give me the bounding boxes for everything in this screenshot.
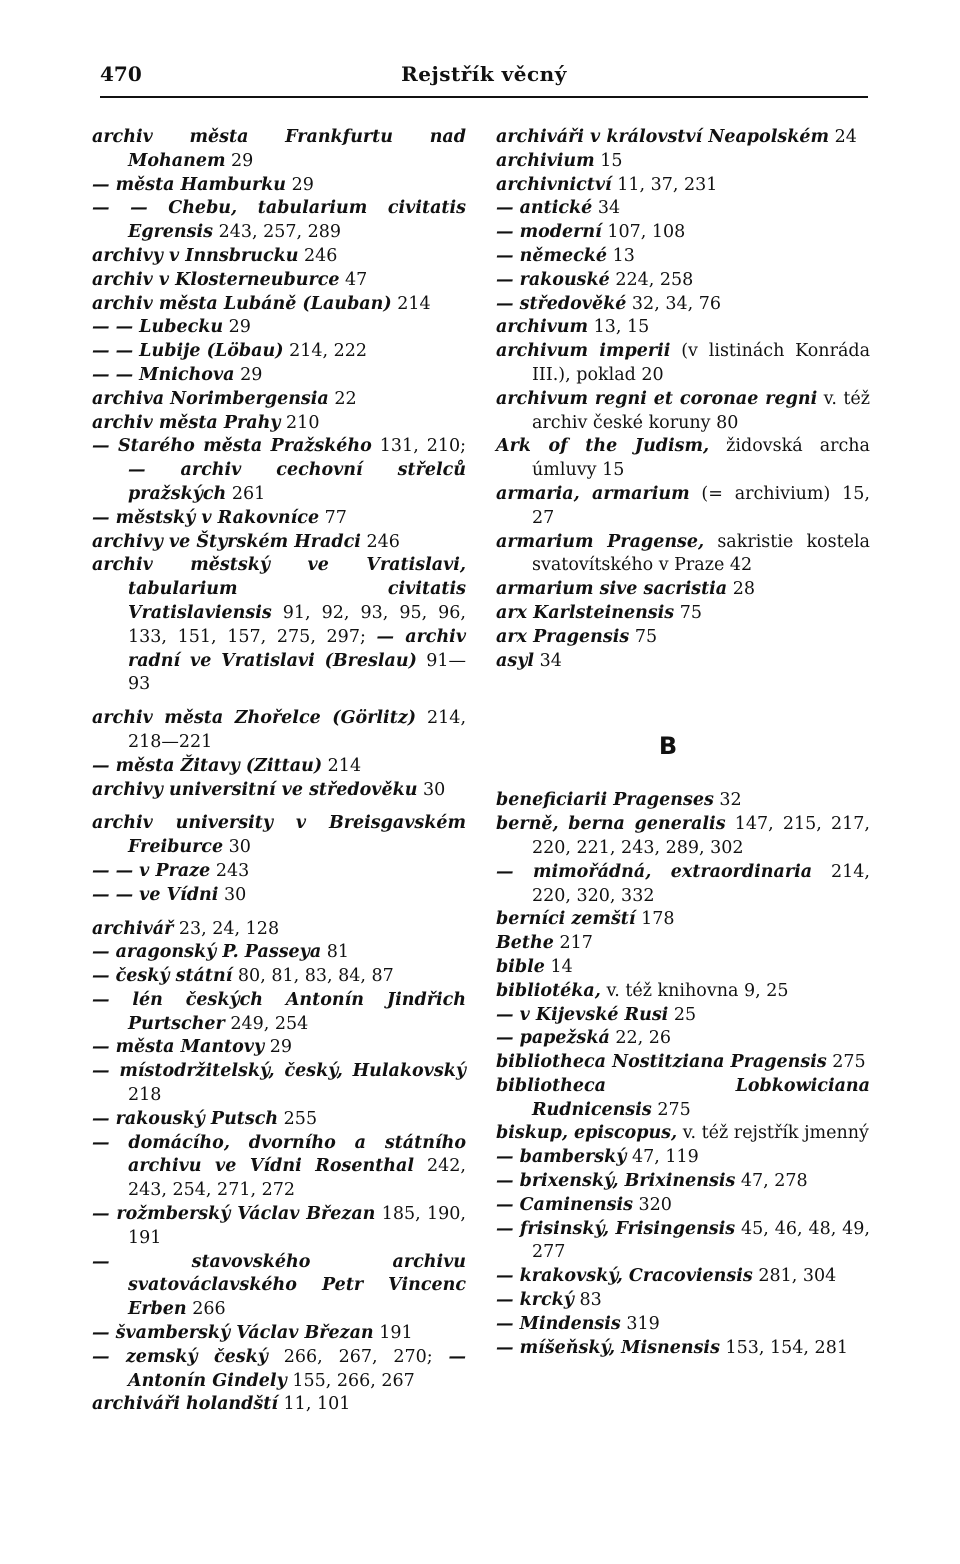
page-header (100, 62, 868, 98)
entry-pages: 320 (632, 1194, 672, 1215)
index-entry (92, 941, 466, 965)
entry-term: archivum (496, 317, 588, 338)
entry-pages: (v listinách Konráda III.), poklad 20 (532, 341, 871, 385)
index-entry (496, 293, 870, 317)
entry-term: — bamberský (496, 1147, 627, 1168)
entry-pages: 11, 101 (277, 1394, 351, 1415)
index-entry (92, 245, 466, 269)
index-entry (92, 779, 466, 803)
entry-term: archivium (496, 150, 595, 171)
entry-pages: 29 (286, 174, 314, 195)
entry-pages: 32, 34, 76 (626, 293, 721, 314)
index-entry (496, 316, 870, 340)
entry-term: — krcký (496, 1290, 574, 1311)
index-entry (496, 1004, 870, 1028)
entry-term: — — Lubije (Löbau) (92, 341, 284, 362)
entry-term: archiváři v království Neapolském (496, 127, 829, 147)
entry-subpages: 155, 266, 267 (286, 1370, 415, 1391)
entry-pages: 77 (319, 507, 347, 528)
entry-term: beneficiarii Pragenses (496, 790, 714, 811)
entry-pages: 266 (186, 1299, 226, 1320)
entry-pages: 34 (592, 198, 621, 219)
entry-pages: 281, 304 (752, 1266, 837, 1287)
entry-term: archivum imperii (496, 341, 671, 362)
index-entry (496, 483, 870, 531)
entry-pages: 185, 190, 191 (128, 1204, 466, 1248)
entry-pages: 255 (278, 1108, 318, 1129)
index-entry (496, 531, 870, 579)
entry-pages: 210 (280, 412, 320, 433)
entry-pages: 214 (322, 755, 362, 776)
entry-pages: 15 (594, 150, 623, 171)
entry-pages: 25 (668, 1004, 697, 1025)
index-entry (496, 340, 870, 388)
index-entry (92, 989, 466, 1037)
entry-pages: 30 (218, 884, 247, 905)
index-entry (496, 956, 870, 980)
entry-term: biskup, episcopus, (496, 1123, 678, 1144)
index-entry (92, 1132, 466, 1203)
entry-pages: sakristie kostela svatovítského v Praze 42 (532, 531, 870, 576)
entry-subpages: 261 (226, 483, 266, 504)
index-entry (92, 435, 466, 506)
entry-term: — Starého města Pražského (92, 436, 372, 457)
entry-pages: 217 (553, 933, 593, 954)
entry-pages: 30 (417, 779, 446, 800)
entry-term: bibliotéka, (496, 980, 601, 1001)
entry-pages: 214, 222 (283, 341, 367, 362)
entry-term: archivy v Innsbrucku (92, 245, 299, 266)
entry-pages: 147, 215, 217, 220, 221, 243, 289, 302 (532, 814, 870, 858)
index-entry (496, 174, 870, 198)
index-entry (92, 965, 466, 989)
entry-term: — — Mnichova (92, 364, 235, 385)
index-entry (496, 388, 870, 436)
entry-term: archiva Norimbergensia (92, 388, 329, 409)
entry-pages: 30 (223, 837, 251, 858)
entry-term: — švamberský Václav Březan (92, 1323, 374, 1344)
index-entry (496, 435, 870, 483)
entry-pages: 246 (298, 245, 338, 266)
entry-term: bibliotheca Nostitziana Pragensis (496, 1052, 827, 1073)
index-entry (496, 1170, 870, 1194)
entry-term: Ark of the Judism, (496, 436, 710, 457)
index-entry (496, 1218, 870, 1266)
entry-pages: 214, 218—221 (128, 708, 467, 752)
entry-term: — — Lubecku (92, 317, 224, 338)
entry-term: — místodržitelský, český, Hulakovský (92, 1061, 466, 1082)
index-entry (496, 789, 870, 813)
index-entry (496, 1313, 870, 1337)
entry-pages: 14 (544, 956, 573, 977)
entry-term: — městský v Rakovníce (92, 507, 320, 528)
index-entry (92, 126, 466, 174)
entry-subterm: — archiv cechovní střelců pražských (128, 460, 466, 504)
entry-pages: 91, 92, 93, 95, 96, 133, 151, 157, 275, 297; (128, 602, 466, 647)
entry-term: archiv města Zhořelce (Görlitz) (92, 708, 417, 729)
index-column-left (92, 126, 466, 1417)
entry-term: — — v Praze (92, 860, 211, 881)
entry-pages: 75 (674, 602, 702, 623)
entry-pages: 178 (635, 909, 675, 930)
entry-term: archiv v Klosterneuburce (92, 269, 340, 290)
running-title: Rejstřík věcný (401, 62, 567, 86)
index-entry (92, 174, 466, 198)
section-letter: B (658, 732, 678, 761)
entry-pages: 243, 257, 289 (213, 222, 342, 243)
entry-pages: 13, 15 (588, 317, 650, 338)
index-entry (92, 707, 466, 755)
index-entry (92, 412, 466, 436)
entry-pages: 131, 210; (371, 436, 467, 457)
entry-term: — mimořádná, extraordinaria (496, 861, 813, 882)
entry-term: — Mindensis (496, 1313, 621, 1334)
index-entry (496, 908, 870, 932)
entry-pages: 29 (234, 364, 263, 385)
entry-pages: 266, 267, 270; (267, 1346, 449, 1367)
index-entry (496, 626, 870, 650)
index-entry (92, 316, 466, 340)
entry-pages: v. též rejstřík jmenný (677, 1123, 869, 1144)
index-entry (496, 813, 870, 861)
index-entry (496, 1146, 870, 1170)
entry-pages: 47, 278 (735, 1171, 808, 1192)
entry-term: armarium sive sacristia (496, 579, 728, 600)
entry-pages: židovská archa úmluvy 15 (532, 436, 870, 481)
entry-term: — krakovský, Cracoviensis (496, 1266, 753, 1287)
entry-pages: 153, 154, 281 (719, 1337, 848, 1358)
entry-pages: 214, 220, 320, 332 (532, 861, 870, 906)
entry-pages: 275 (651, 1099, 691, 1120)
entry-pages: 243 (210, 860, 250, 881)
index-entry (496, 1122, 870, 1146)
entry-term: — frisinský, Frisingensis (496, 1218, 736, 1239)
index-entry (496, 1337, 870, 1361)
entry-term: — zemský český (92, 1346, 268, 1367)
index-entry (92, 1203, 466, 1251)
entry-pages: 319 (620, 1313, 660, 1334)
entry-term: archivum regni et coronae regni (496, 388, 818, 409)
index-entry (496, 1289, 870, 1313)
index-entry (496, 1027, 870, 1051)
index-entry (496, 650, 870, 674)
entry-pages: 45, 46, 48, 49, 277 (532, 1218, 870, 1263)
entry-pages: 246 (360, 531, 400, 552)
index-entry (92, 388, 466, 412)
entry-term: archiváři holandští (92, 1394, 278, 1415)
index-entry (92, 1393, 466, 1417)
entry-term: bible (496, 956, 545, 977)
entry-term: — antické (496, 198, 593, 219)
entry-pages: 11, 37, 231 (611, 174, 718, 195)
entry-term: armarium Pragense, (496, 531, 705, 552)
index-entry (496, 245, 870, 269)
entry-subterm: — Antonín Gindely (128, 1346, 467, 1391)
index-entry (92, 755, 466, 779)
entry-pages: 81 (321, 942, 350, 963)
entry-pages: 214 (391, 293, 431, 314)
entry-pages: 224, 258 (609, 269, 694, 290)
index-entry (496, 197, 870, 221)
entry-term: — středověké (496, 293, 627, 314)
entry-pages: (= archivium) 15, 27 (532, 483, 870, 528)
entry-term: — v Kijevské Rusi (496, 1004, 669, 1025)
page-number: 470 (100, 62, 142, 86)
index-entry (496, 602, 870, 626)
index-entry (496, 1265, 870, 1289)
index-section-a (496, 126, 870, 673)
entry-pages: 47, 119 (626, 1147, 699, 1168)
entry-term: archiv městský ve Vratislavi, tabularium civitatis Vratislaviensis (92, 555, 466, 623)
entry-term: — rakouské (496, 269, 610, 290)
entry-pages: 47 (339, 269, 368, 290)
entry-term: armaria, armarium (496, 483, 690, 504)
entry-pages: 32 (713, 790, 742, 811)
index-entry (92, 293, 466, 317)
index-entry (92, 860, 466, 884)
entry-pages: 29 (264, 1037, 292, 1058)
index-entry (496, 1194, 870, 1218)
index-section-b (496, 789, 870, 1360)
entry-term: — rožmberský Václav Březan (92, 1204, 376, 1225)
entry-pages: 29 (223, 317, 251, 338)
entry-pages: 191 (373, 1323, 413, 1344)
entry-term: — český státní (92, 966, 233, 987)
entry-pages: 22 (328, 388, 357, 409)
entry-pages: 275 (826, 1052, 866, 1073)
index-entry (92, 197, 466, 245)
index-entry (92, 507, 466, 531)
entry-pages: 34 (534, 650, 562, 671)
entry-term: bibliotheca Lobkowiciana Rudnicensis (496, 1075, 870, 1120)
entry-term: — aragonský P. Passeya (92, 942, 322, 963)
entry-term: berně, berna generalis (496, 814, 726, 835)
entry-term: — stavovského archivu svatováclavského Petr Vincenc Erben (92, 1251, 466, 1320)
entry-term: — domácího, dvorního a státního archivu ve Vídni Rosenthal (92, 1132, 466, 1177)
entry-pages: 107, 108 (601, 222, 686, 243)
index-entry (496, 861, 870, 909)
index-entry (496, 269, 870, 293)
entry-term: berníci zemští (496, 909, 636, 930)
entry-pages: 83 (573, 1290, 602, 1311)
entry-term: archiv města Lubáně (Lauban) (92, 293, 392, 314)
index-entry (496, 932, 870, 956)
entry-subterm: — archiv radní ve Vratislavi (Breslau) (128, 626, 466, 671)
index-entry (92, 1322, 466, 1346)
entry-term: arx Karlsteinensis (496, 602, 675, 623)
index-entry (92, 812, 466, 860)
entry-term: — — ve Vídni (92, 884, 219, 905)
entry-term: — města Mantovy (92, 1037, 265, 1058)
entry-pages: 22, 26 (609, 1028, 672, 1049)
index-entry (496, 1075, 870, 1123)
entry-term: archivnictví (496, 174, 612, 195)
index-entry (92, 554, 466, 697)
index-entry (92, 884, 466, 908)
entry-pages: 29 (225, 150, 254, 171)
entry-term: arx Pragensis (496, 626, 630, 647)
entry-term: — Caminensis (496, 1194, 633, 1215)
index-entry (92, 1346, 466, 1394)
index-entry (496, 150, 870, 174)
index-entry (92, 269, 466, 293)
entry-pages: 13 (607, 245, 635, 266)
entry-term: — brixenský, Brixinensis (496, 1171, 736, 1192)
entry-subpages: 91—93 (128, 650, 466, 695)
entry-pages: 242, 243, 254, 271, 272 (128, 1156, 466, 1201)
index-entry (92, 1251, 466, 1322)
index-entry (496, 578, 870, 602)
index-entry (496, 126, 870, 150)
entry-term: archiv města Frankfurtu nad Mohanem (92, 127, 466, 171)
entry-term: Bethe (496, 933, 554, 954)
entry-term: — moderní (496, 222, 602, 243)
entry-term: archivář (92, 918, 174, 939)
index-entry (92, 340, 466, 364)
index-entry (92, 1036, 466, 1060)
entry-term: — — Chebu, tabularium civitatis Egrensis (92, 198, 466, 243)
entry-term: archivy ve Štyrském Hradci (92, 531, 361, 552)
entry-pages: 28 (727, 579, 755, 600)
index-entry (496, 1051, 870, 1075)
entry-term: archiv university v Breisgavském Freiburce (92, 813, 466, 858)
entry-term: — města Hamburku (92, 174, 287, 195)
entry-pages: 218 (128, 1085, 162, 1106)
index-entry (496, 980, 870, 1004)
index-entry (92, 918, 466, 942)
entry-term: — lén českých Antonín Jindřich Purtscher (92, 989, 466, 1034)
entry-term: — míšeňský, Misnensis (496, 1337, 720, 1358)
entry-pages: v. též archiv české koruny 80 (532, 388, 870, 433)
entry-pages: 24 (829, 127, 857, 147)
entry-term: archiv města Prahy (92, 412, 281, 433)
index-entry (92, 1060, 466, 1108)
index-entry (496, 221, 870, 245)
entry-term: — města Žitavy (Zittau) (92, 755, 323, 776)
entry-pages: 75 (629, 626, 658, 647)
entry-term: asyl (496, 650, 535, 671)
entry-term: archivy universitní ve středověku (92, 779, 418, 800)
entry-term: — papežská (496, 1028, 610, 1049)
index-entry (92, 1108, 466, 1132)
entry-pages: 23, 24, 128 (173, 918, 280, 939)
index-entry (92, 364, 466, 388)
entry-pages: 80, 81, 83, 84, 87 (232, 966, 394, 987)
entry-pages: 249, 254 (224, 1013, 309, 1034)
entry-pages: v. též knihovna 9, 25 (600, 980, 789, 1001)
entry-term: — německé (496, 245, 608, 266)
index-entry (92, 531, 466, 555)
index-column-right (496, 126, 870, 1360)
entry-term: — rakouský Putsch (92, 1108, 279, 1129)
